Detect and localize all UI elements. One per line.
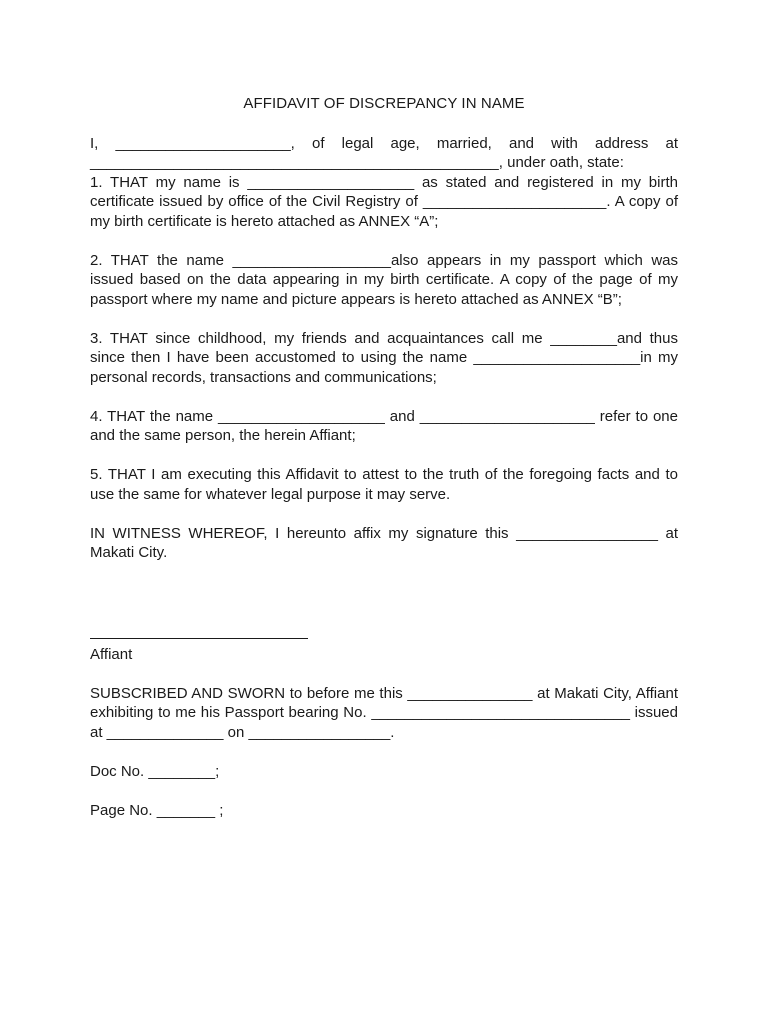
affiant-signature-line [90, 622, 308, 639]
witness-paragraph: IN WITNESS WHEREOF, I hereunto affix my signature this _________________ at Makati City. [90, 524, 678, 561]
intro-paragraph: I, _____________________, of legal age, married, and with address at _________________________________________________, under oath, state: [90, 134, 678, 171]
affidavit-document [90, 94, 678, 820]
document-title: AFFIDAVIT OF DISCREPANCY IN NAME [243, 95, 525, 112]
doc-number: Doc No. ________; [90, 762, 220, 780]
subscribed-paragraph: SUBSCRIBED AND SWORN to before me this _______________ at Makati City, Affiant exhibiting to me his Passport bearing No. _______________________________ issued at ______________ on _________________. [90, 684, 678, 741]
paragraph-4: 4. THAT the name ____________________ and _____________________ refer to one and the same person, the herein Affiant; [90, 407, 678, 444]
paragraph-2: 2. THAT the name ___________________also appears in my passport which was issued based on the data appearing in my birth certificate. A copy of the page of my passport where my name and picture appears is hereto attached as ANNEX “B”; [90, 251, 678, 308]
paragraph-1: 1. THAT my name is ____________________ as stated and registered in my birth certificate issued by office of the Civil Registry of ______________________. A copy of my birth certificate is hereto attached as ANNEX “A”; [90, 173, 678, 230]
affiant-label: Affiant [90, 645, 133, 663]
page-number: Page No. _______ ; [90, 801, 224, 819]
paragraph-3: 3. THAT since childhood, my friends and acquaintances call me ________and thus since then I have been accustomed to using the name ____________________in my personal records, transactions and communications; [90, 329, 678, 386]
paragraph-5: 5. THAT I am executing this Affidavit to attest to the truth of the foregoing facts and to use the same for whatever legal purpose it may serve. [90, 466, 678, 503]
